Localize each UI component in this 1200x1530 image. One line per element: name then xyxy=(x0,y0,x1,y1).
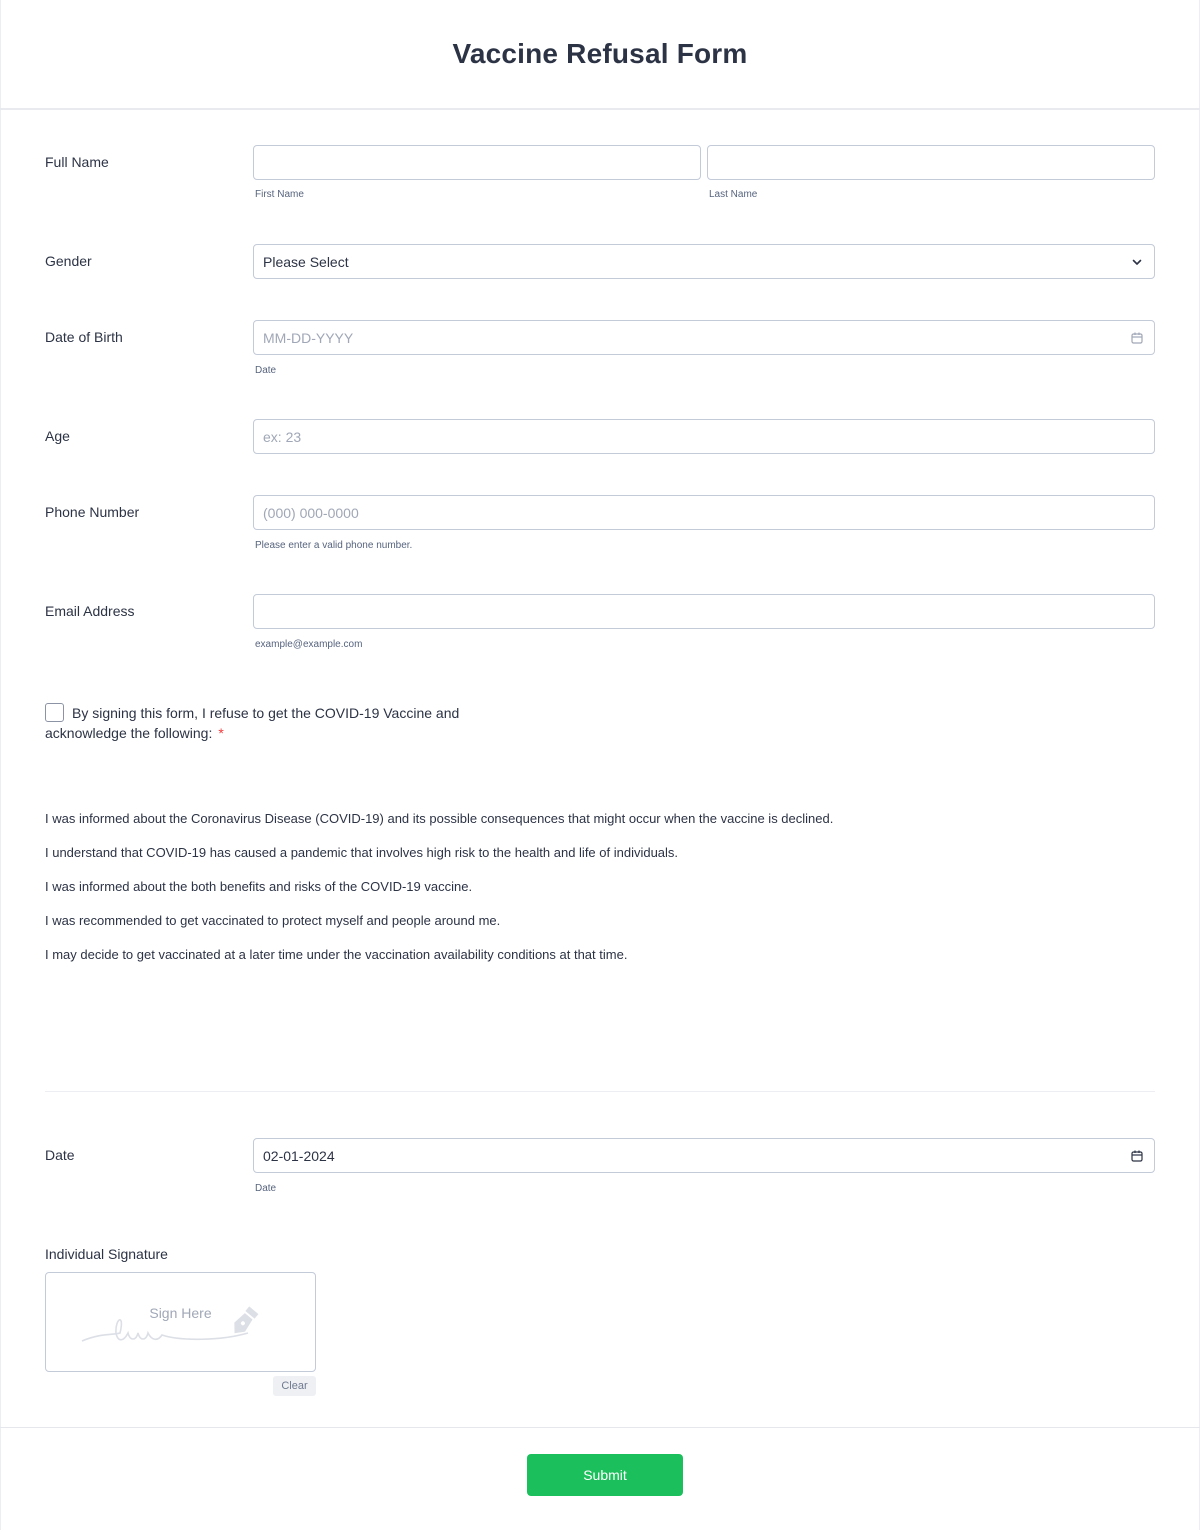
email-label: Email Address xyxy=(45,603,135,619)
signature-label: Individual Signature xyxy=(45,1246,168,1262)
email-input[interactable] xyxy=(253,594,1155,629)
date-sublabel: Date xyxy=(255,1183,277,1194)
gender-label: Gender xyxy=(45,253,92,269)
first-name-sublabel: First Name xyxy=(255,189,304,200)
date-input[interactable] xyxy=(253,1138,1155,1173)
clear-signature-button[interactable]: Clear xyxy=(273,1376,316,1396)
phone-sublabel: Please enter a valid phone number. xyxy=(255,540,413,551)
last-name-input[interactable] xyxy=(707,145,1155,180)
calendar-icon[interactable] xyxy=(1130,1149,1144,1163)
gender-select[interactable] xyxy=(253,244,1155,279)
acknowledgement-statements xyxy=(45,810,833,980)
dob-sublabel: Date xyxy=(255,365,277,376)
submit-button[interactable]: Submit xyxy=(527,1454,683,1496)
section-divider xyxy=(45,1091,1155,1092)
email-sublabel: example@example.com xyxy=(255,639,363,650)
first-name-input[interactable] xyxy=(253,145,701,180)
date-value: 02-01-2024 xyxy=(263,1147,335,1164)
age-placeholder: ex: 23 xyxy=(263,428,302,445)
required-asterisk: * xyxy=(218,725,224,741)
calendar-icon[interactable] xyxy=(1130,331,1144,345)
date-label: Date xyxy=(45,1147,75,1163)
full-name-label: Full Name xyxy=(45,154,109,170)
phone-placeholder: (000) 000-0000 xyxy=(263,504,359,521)
statement-item: I understand that COVID-19 has caused a pandemic that involves high risk to the health and life of individuals. xyxy=(45,845,679,860)
dob-input[interactable] xyxy=(253,320,1155,355)
statement-item: I was informed about the Coronavirus Disease (COVID-19) and its possible consequences that might occur when the vaccine is declined. xyxy=(45,811,834,826)
signature-pad[interactable] xyxy=(45,1272,316,1372)
signature-scribble-icon xyxy=(80,1303,280,1348)
statement-item: I was informed about the both benefits and risks of the COVID-19 vaccine. xyxy=(45,879,473,894)
gender-selected-value: Please Select xyxy=(263,253,349,270)
last-name-sublabel: Last Name xyxy=(709,189,758,200)
consent-checkbox[interactable] xyxy=(45,703,64,722)
chevron-down-icon xyxy=(1130,255,1144,269)
dob-label: Date of Birth xyxy=(45,329,123,345)
statement-item: I may decide to get vaccinated at a later time under the vaccination availability conditions at that time. xyxy=(45,947,628,962)
consent-checkbox-row[interactable] xyxy=(45,703,515,743)
form-header xyxy=(0,0,1200,110)
signature-placeholder: Sign Here xyxy=(149,1305,212,1321)
age-label: Age xyxy=(45,428,70,444)
footer-divider xyxy=(0,1427,1200,1428)
age-input[interactable] xyxy=(253,419,1155,454)
phone-input[interactable] xyxy=(253,495,1155,530)
statement-item: I was recommended to get vaccinated to protect myself and people around me. xyxy=(45,913,501,928)
phone-label: Phone Number xyxy=(45,504,140,520)
dob-placeholder: MM-DD-YYYY xyxy=(263,329,354,346)
consent-text: By signing this form, I refuse to get the COVID-19 Vaccine and acknowledge the following: xyxy=(45,705,460,741)
form-title: Vaccine Refusal Form xyxy=(452,38,748,69)
